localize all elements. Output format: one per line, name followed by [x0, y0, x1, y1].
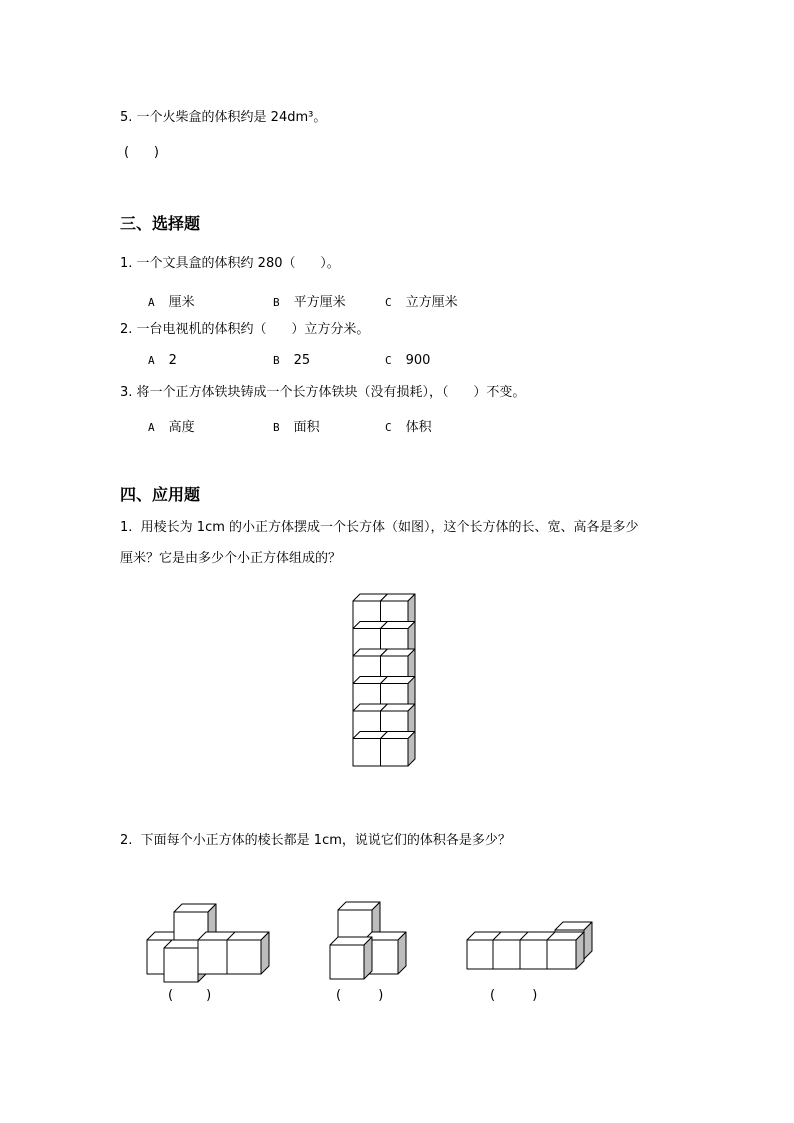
question-text: 厘米？它是由多少个小正方体组成的？ — [120, 551, 342, 566]
option-b[interactable]: B 25 — [273, 353, 311, 368]
option-b[interactable]: B 面积 — [273, 420, 320, 435]
answer-blank[interactable]: ( ) — [124, 145, 159, 160]
answer-blank[interactable]: ( ) — [336, 988, 384, 1003]
option-b[interactable]: B 平方厘米 — [273, 295, 346, 310]
option-a[interactable]: A 2 — [148, 353, 177, 368]
option-a[interactable]: A 高度 — [148, 420, 195, 435]
option-a[interactable]: A 厘米 — [148, 295, 195, 310]
answer-blank[interactable]: ( ) — [490, 988, 538, 1003]
question-text: 1. 用棱长为 1cm 的小正方体摆成一个长方体（如图），这个长方体的长、宽、高各是多少 — [120, 520, 639, 535]
option-c[interactable]: C 900 — [385, 353, 431, 368]
option-c[interactable]: C 立方厘米 — [385, 295, 458, 310]
answer-blank[interactable]: ( ) — [168, 988, 212, 1003]
section-title: 三、选择题 — [120, 214, 201, 233]
question-text: 2. 下面每个小正方体的棱长都是 1cm，说说它们的体积各是多少？ — [120, 833, 511, 848]
question-text: 5. 一个火柴盒的体积约是 24dm³。 — [120, 110, 327, 125]
question-text: 3. 将一个正方体铁块铸成一个长方体铁块（没有损耗），（ ）不变。 — [120, 385, 526, 400]
option-c[interactable]: C 体积 — [385, 420, 432, 435]
cube-figure-1 — [147, 904, 269, 982]
cube-figure-2 — [330, 902, 406, 979]
cube-figure-3 — [467, 922, 592, 969]
cuboid-tower-figure — [353, 594, 415, 766]
section-title: 四、应用题 — [120, 485, 201, 504]
question-text: 1. 一个文具盒的体积约 280（ ）。 — [120, 256, 340, 271]
question-text: 2. 一台电视机的体积约（ ）立方分米。 — [120, 322, 370, 337]
